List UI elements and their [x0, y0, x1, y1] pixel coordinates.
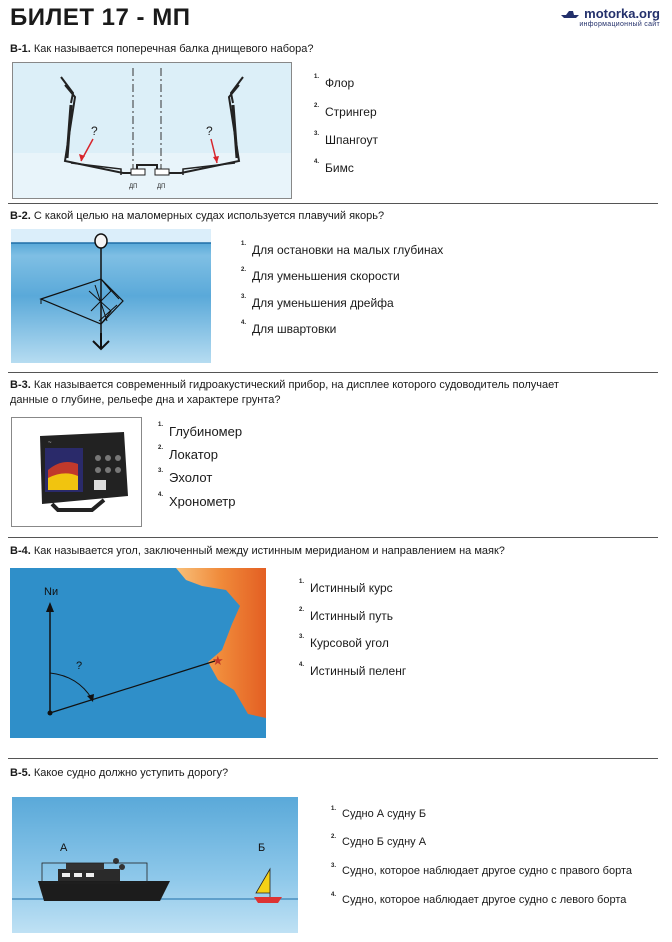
hull-section-figure	[12, 62, 292, 199]
true-north-label: Nи	[44, 586, 59, 598]
page-title: БИЛЕТ 17 - МП	[10, 4, 191, 31]
question-1	[10, 42, 313, 57]
answer-2-3[interactable]: $^{3.}$ Для уменьшения дрейфа	[241, 294, 394, 310]
question-2: В-2. С какой целью на маломерных судах используется плавучий якорь?	[10, 210, 385, 222]
answer-2-4[interactable]: $^{4.}$ Для швартовки	[241, 320, 337, 336]
sailboat-b-label: Б	[258, 842, 266, 854]
answer-5-4[interactable]: $^{4.}$ Судно, которое наблюдает другое судно с левого борта	[331, 892, 627, 906]
answer-2-1[interactable]: $^{1.}$ Для остановки на малых глубинах	[241, 241, 444, 257]
echosounder-figure	[11, 417, 142, 527]
answer-2-2[interactable]: $^{2.}$ Для уменьшения скорости	[241, 267, 400, 283]
sea-anchor-figure	[11, 229, 211, 363]
hull-section-drawing	[13, 63, 291, 198]
logo-name: motorka.org	[584, 6, 660, 21]
question-4: В-4. Как называется угол, заключенный между истинным меридианом и направлением на маяк?	[10, 545, 505, 557]
question-text: Как называется поперечная балка днищевого набора?	[33, 43, 314, 55]
question-5: В-5. Какое судно должно уступить дорогу?	[10, 767, 229, 779]
dp-label-2: ДП	[157, 184, 166, 190]
echosounder-drawing	[12, 418, 141, 526]
answer-4-2[interactable]: $^{2.}$ Истинный путь	[299, 607, 394, 623]
svg-text:~: ~	[48, 440, 52, 446]
answer-4-1[interactable]: $^{1.}$ Истинный курс	[299, 579, 393, 595]
divider	[8, 537, 658, 538]
answer-5-3[interactable]: $^{3.}$ Судно, которое наблюдает другое судно с правого борта	[331, 863, 633, 877]
divider	[8, 203, 658, 204]
ship-a-label: А	[60, 842, 68, 854]
answer-3-2[interactable]: $^{2.}$ Локатор	[158, 445, 218, 462]
site-logo	[560, 6, 660, 28]
sea-anchor-drawing	[11, 229, 211, 363]
logo-subtitle: информационный сайт	[579, 21, 660, 28]
dp-label-1: ДП	[129, 184, 138, 190]
boat-logo-icon	[560, 9, 580, 19]
answer-4-4[interactable]: $^{4.}$ Истинный пеленг	[299, 662, 407, 678]
angle-question-mark: ?	[76, 660, 83, 672]
answer-1-4[interactable]: $^{4.}$ Бимс	[314, 159, 354, 175]
give-way-figure	[12, 797, 298, 933]
answer-4-3[interactable]: $^{3.}$ Курсовой угол	[299, 634, 389, 650]
svg-text:★: ★	[212, 653, 224, 668]
answer-5-1[interactable]: $^{1.}$ Судно А судну Б	[331, 806, 427, 820]
answer-3-1[interactable]: $^{1.}$ Глубиномер	[158, 422, 243, 439]
question-number: В-1.	[10, 43, 31, 55]
bearing-drawing	[10, 568, 266, 738]
hull-question-mark-right: ?	[206, 124, 213, 138]
answer-1-2[interactable]: $^{2.}$ Стрингер	[314, 103, 377, 119]
divider	[8, 758, 658, 759]
bearing-figure	[10, 568, 266, 738]
answer-1-1[interactable]: $^{1.}$ Флор	[314, 74, 355, 90]
give-way-drawing	[12, 797, 298, 933]
answer-1-3[interactable]: $^{3.}$ Шпангоут	[314, 131, 378, 147]
answer-5-2[interactable]: $^{2.}$ Судно Б судну А	[331, 834, 427, 848]
question-3: В-3. Как называется современный гидроакустический прибор, на дисплее которого судоводитель получает данные о глубине, рельефе дна и характере грунта?	[10, 379, 559, 406]
divider	[8, 372, 658, 373]
answer-3-4[interactable]: $^{4.}$ Хронометр	[158, 492, 236, 509]
hull-question-mark-left: ?	[91, 124, 98, 138]
answer-3-3[interactable]: $^{3.}$ Эхолот	[158, 468, 213, 485]
